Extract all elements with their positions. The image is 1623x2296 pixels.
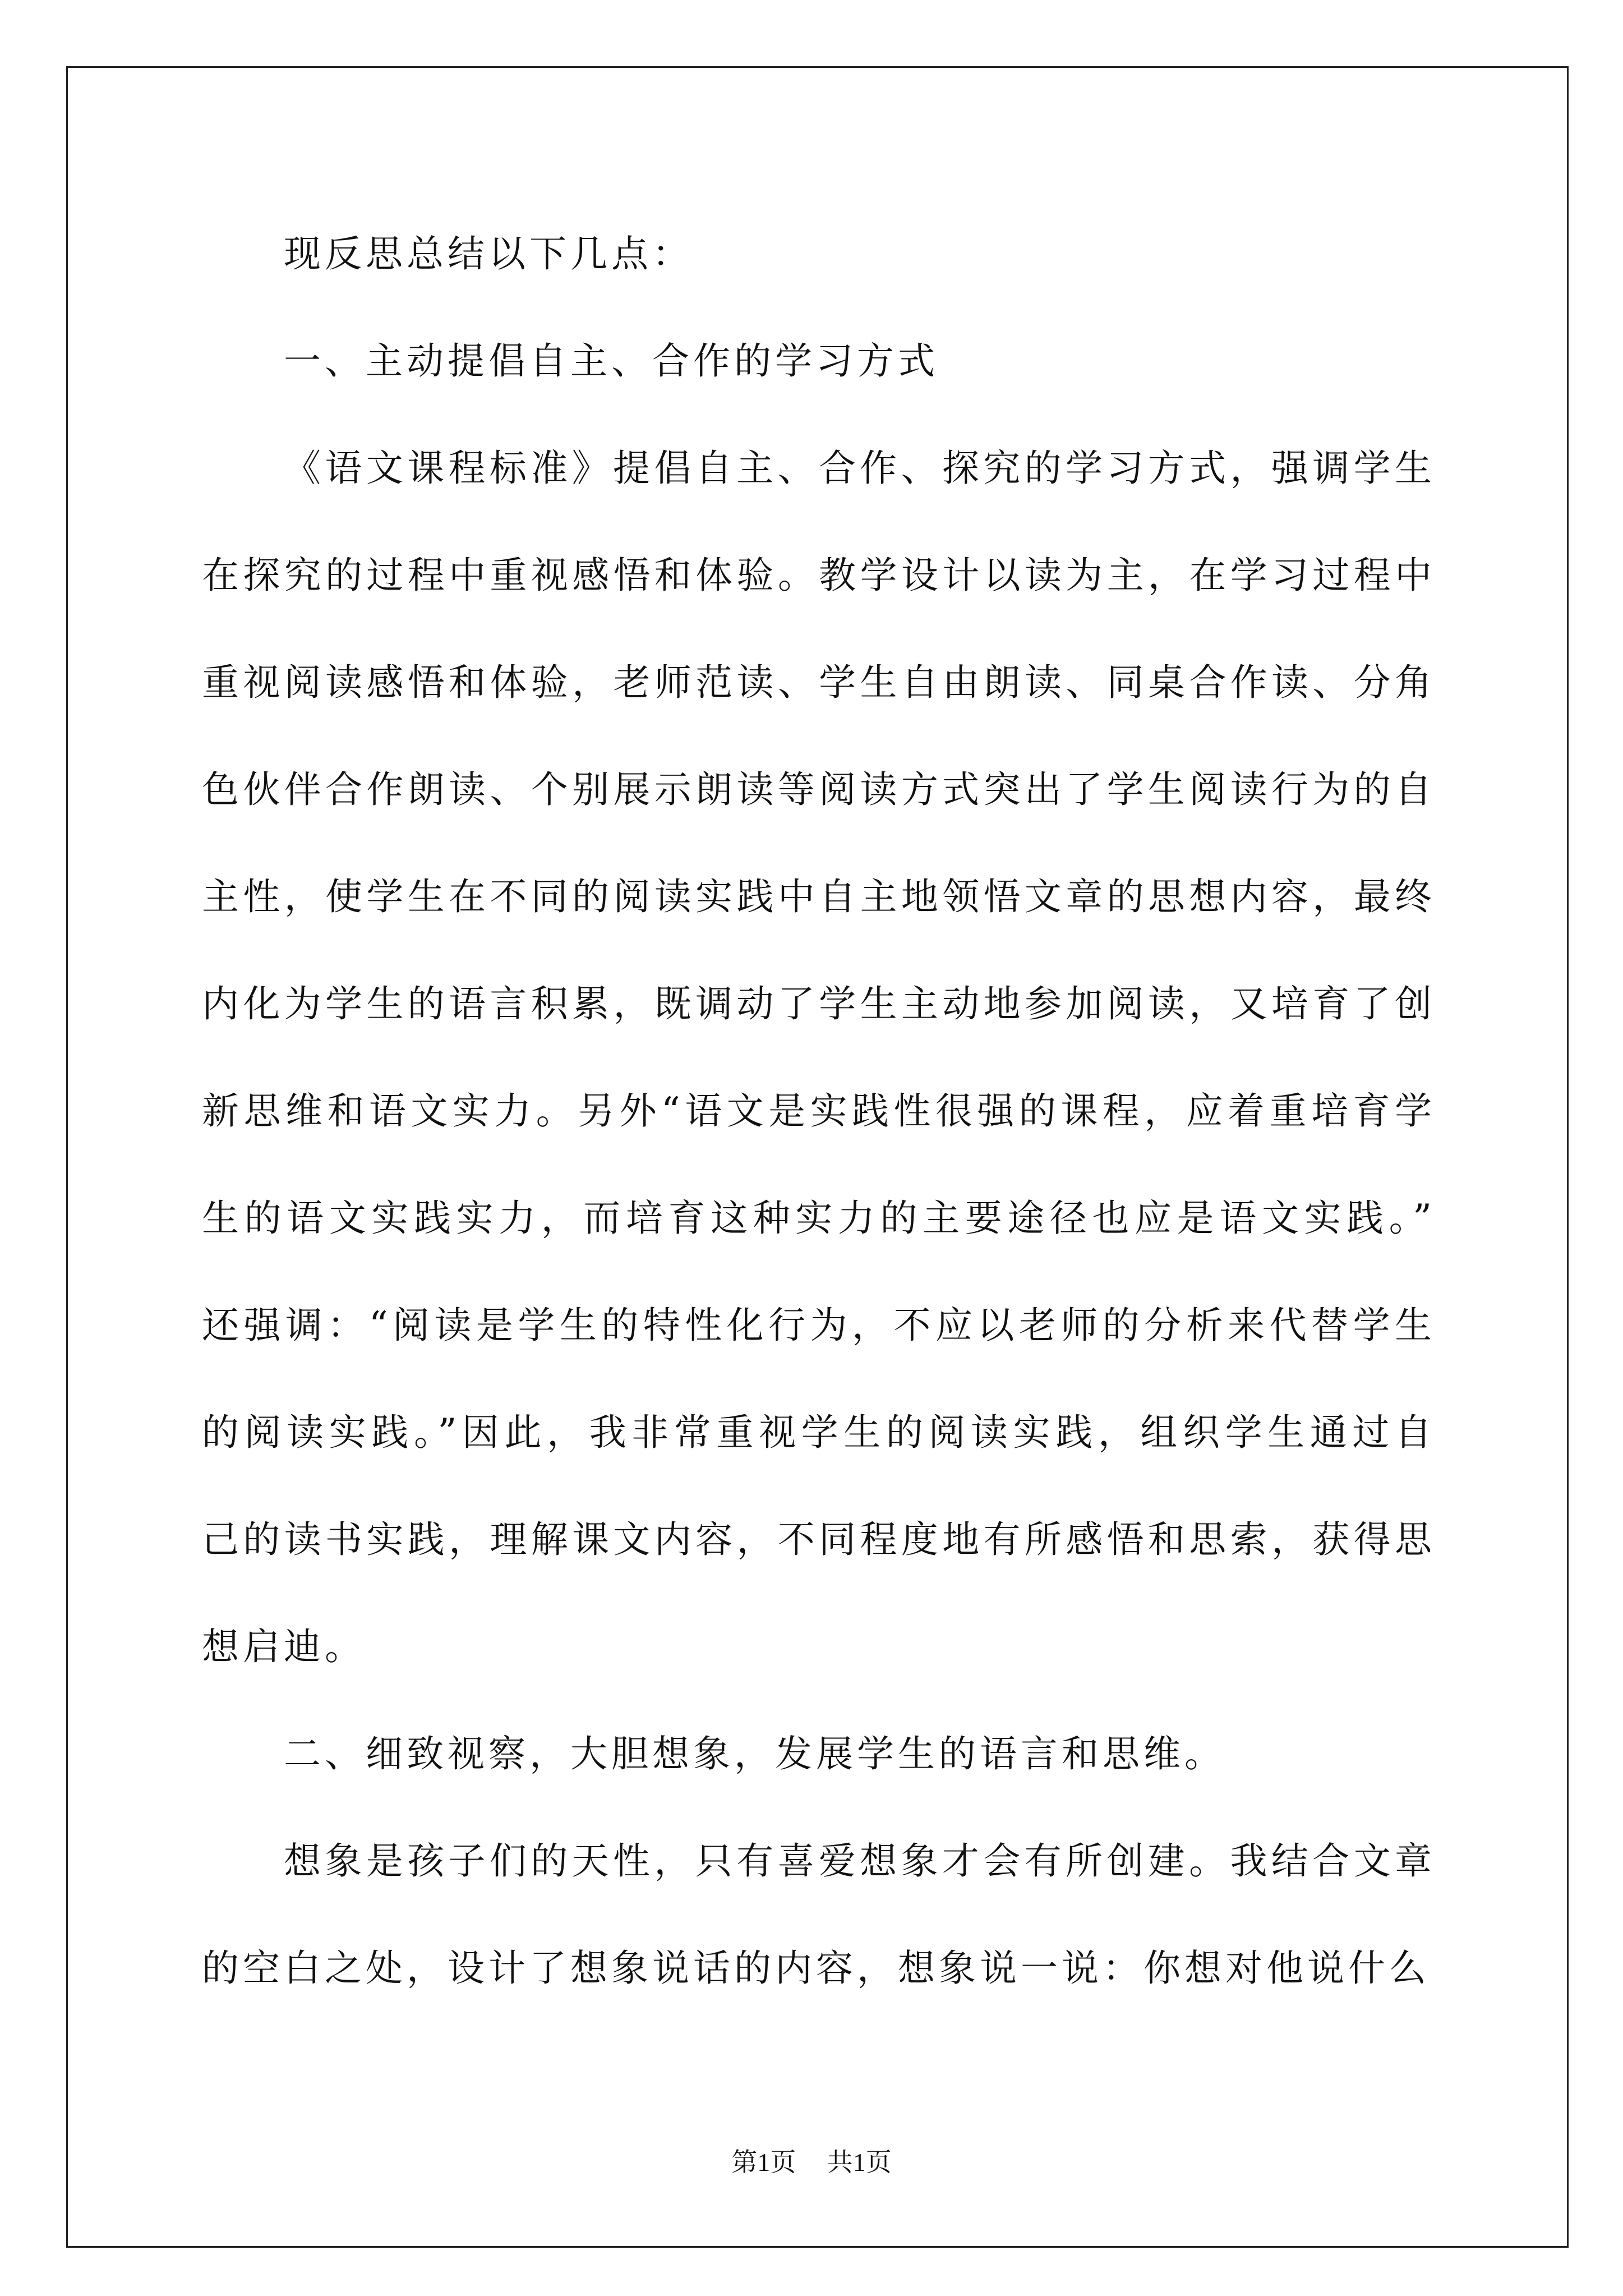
text-line: 内化为学生的语言积累，既调动了学生主动地参加阅读，又培育了创 — [202, 982, 1436, 1025]
page-total: 共1页 — [827, 2148, 892, 2177]
text-line: 还强调：“阅读是学生的特性化行为，不应以老师的分析来代替学生 — [202, 1304, 1436, 1347]
text-line: 一、主动提倡自主、合作的学习方式 — [284, 339, 939, 383]
document-body — [202, 200, 1436, 2022]
paragraph — [202, 415, 1436, 1700]
paragraph — [202, 200, 1436, 307]
text-line: 己的读书实践，理解课文内容，不同程度地有所感悟和思索，获得思 — [202, 1518, 1436, 1561]
page-number: 第1页 — [731, 2148, 796, 2177]
paragraph — [202, 1700, 1436, 1807]
text-line: 现反思总结以下几点： — [284, 232, 693, 275]
text-line: 主性，使学生在不同的阅读实践中自主地领悟文章的思想内容，最终 — [202, 875, 1436, 918]
text-line: 生的语文实践实力，而培育这种实力的主要途径也应是语文实践。” — [202, 1197, 1436, 1240]
paragraph — [202, 307, 1436, 415]
page-footer — [0, 2146, 1623, 2179]
paragraph — [202, 1807, 1436, 2022]
text-line: 二、细致视察，大胆想象，发展学生的语言和思维。 — [284, 1732, 1225, 1775]
text-line: 想启迪。 — [202, 1625, 366, 1668]
text-line: 的空白之处，设计了想象说话的内容，想象说一说：你想对他说什么 — [202, 1947, 1430, 1990]
text-line: 色伙伴合作朗读、个别展示朗读等阅读方式突出了学生阅读行为的自 — [202, 768, 1436, 811]
text-line: 的阅读实践。”因此，我非常重视学生的阅读实践，组织学生通过自 — [202, 1411, 1436, 1454]
text-line: 新思维和语文实力。另外“语文是实践性很强的课程，应着重培育学 — [202, 1089, 1436, 1133]
text-line: 想象是孩子们的天性，只有喜爱想象才会有所创建。我结合文章 — [284, 1839, 1436, 1883]
text-line: 重视阅读感悟和体验，老师范读、学生自由朗读、同桌合作读、分角 — [202, 661, 1436, 704]
text-line: 在探究的过程中重视感悟和体验。教学设计以读为主，在学习过程中 — [202, 554, 1436, 597]
text-line: 《语文课程标准》提倡自主、合作、探究的学习方式，强调学生 — [284, 447, 1436, 490]
